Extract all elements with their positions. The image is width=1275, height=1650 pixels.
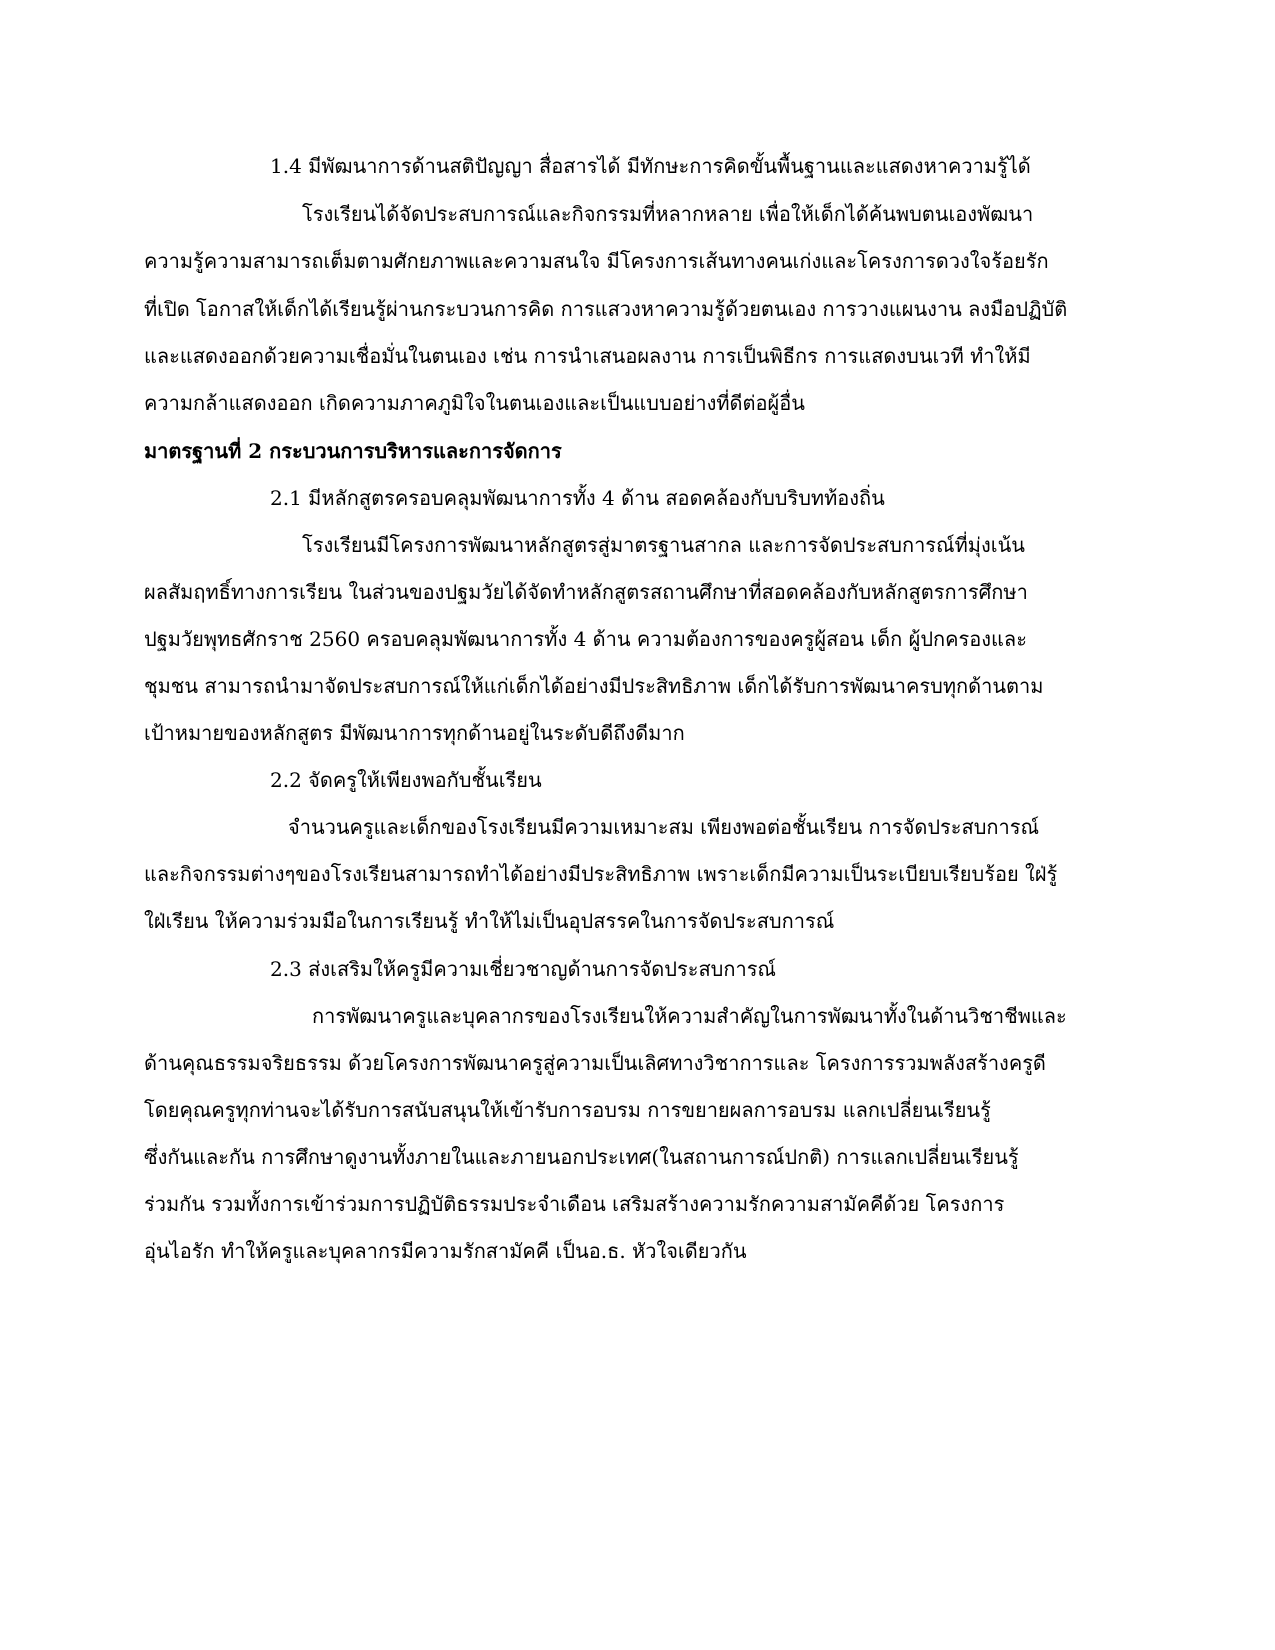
paragraph-line: โดยคุณครูทุกท่านจะได้รับการสนับสนุนให้เข้ารับการอบรม การขยายผลการอบรม แลกเปลี่ยนเรียนรู้ xyxy=(144,1098,991,1122)
paragraph-line: ซึ่งกันและกัน การศึกษาดูงานทั้งภายในและภายนอกประเทศ(ในสถานการณ์ปกติ) การแลกเปลี่ยนเรียนรู้ xyxy=(144,1145,1019,1169)
subsection-heading-2-1: 2.1 มีหลักสูตรครอบคลุมพัฒนาการทั้ง 4 ด้าน สอดคล้องกับบริบทท้องถิ่น xyxy=(270,486,885,510)
paragraph-line: และกิจกรรมต่างๆของโรงเรียนสามารถทำได้อย่างมีประสิทธิภาพ เพราะเด็กมีความเป็นระเบียบเรียบร้อย ใฝ่รู้ xyxy=(144,862,1058,886)
paragraph-line: และแสดงออกด้วยความเชื่อมั่นในตนเอง เช่น การนำเสนอผลงาน การเป็นพิธีกร การแสดงบนเวที ทำให้มี xyxy=(144,344,1031,368)
paragraph-line: อุ่นไอรัก ทำให้ครูและบุคลากรมีความรักสามัคคี เป็นอ.ธ. หัวใจเดียวกัน xyxy=(144,1239,747,1263)
paragraph-line: ใฝ่เรียน ให้ความร่วมมือในการเรียนรู้ ทำให้ไม่เป็นอุปสรรคในการจัดประสบการณ์ xyxy=(144,909,835,933)
subsection-heading-1-4: 1.4 มีพัฒนาการด้านสติปัญญา สื่อสารได้ มีทักษะการคิดขั้นพื้นฐานและแสดงหาความรู้ได้ xyxy=(270,154,1031,178)
paragraph-line: ปฐมวัยพุทธศักราช 2560 ครอบคลุมพัฒนาการทั้ง 4 ด้าน ความต้องการของครูผู้สอน เด็ก ผู้ปกครองและ xyxy=(144,627,1027,651)
paragraph-line: เป้าหมายของหลักสูตร มีพัฒนาการทุกด้านอยู่ในระดับดีถึงดีมาก xyxy=(144,721,685,745)
standard-2-heading: มาตรฐานที่ 2 กระบวนการบริหารและการจัดการ xyxy=(144,439,562,463)
paragraph-line: ความกล้าแสดงออก เกิดความภาคภูมิใจในตนเองและเป็นแบบอย่างที่ดีต่อผู้อื่น xyxy=(144,391,805,415)
paragraph-line: ร่วมกัน รวมทั้งการเข้าร่วมการปฏิบัติธรรมประจำเดือน เสริมสร้างความรักความสามัคคีด้วย โครงการ xyxy=(144,1192,1005,1216)
paragraph-line: การพัฒนาครูและบุคลากรของโรงเรียนให้ความสำคัญในการพัฒนาทั้งในด้านวิชาชีพและ xyxy=(312,1004,1067,1028)
subsection-heading-2-2: 2.2 จัดครูให้เพียงพอกับชั้นเรียน xyxy=(270,768,542,792)
paragraph-line: จำนวนครูและเด็กของโรงเรียนมีความเหมาะสม เพียงพอต่อชั้นเรียน การจัดประสบการณ์ xyxy=(288,815,1040,839)
paragraph-line: ที่เปิด โอกาสให้เด็กได้เรียนรู้ผ่านกระบวนการคิด การแสวงหาความรู้ด้วยตนเอง การวางแผนงาน ลงมือปฏิบัติ xyxy=(144,297,1068,321)
paragraph-line: ชุมชน สามารถนำมาจัดประสบการณ์ให้แก่เด็กได้อย่างมีประสิทธิภาพ เด็กได้รับการพัฒนาครบทุกด้านตาม xyxy=(144,674,1044,698)
paragraph-line: ด้านคุณธรรมจริยธรรม ด้วยโครงการพัฒนาครูสู่ความเป็นเลิศทางวิชาการและ โครงการรวมพลังสร้างครูดี xyxy=(144,1051,1046,1075)
paragraph-line: โรงเรียนมีโครงการพัฒนาหลักสูตรสู่มาตรฐานสากล และการจัดประสบการณ์ที่มุ่งเน้น xyxy=(302,533,1025,557)
paragraph-line: โรงเรียนได้จัดประสบการณ์และกิจกรรมที่หลากหลาย เพื่อให้เด็กได้ค้นพบตนเองพัฒนา xyxy=(302,202,1034,226)
paragraph-line: ความรู้ความสามารถเต็มตามศักยภาพและความสนใจ มีโครงการเส้นทางคนเก่งและโครงการดวงใจร้อยรัก xyxy=(144,249,1049,273)
paragraph-line: ผลสัมฤทธิ์ทางการเรียน ในส่วนของปฐมวัยได้จัดทำหลักสูตรสถานศึกษาที่สอดคล้องกับหลักสูตรการศึกษา xyxy=(144,580,1028,604)
subsection-heading-2-3: 2.3 ส่งเสริมให้ครูมีความเชี่ยวชาญด้านการจัดประสบการณ์ xyxy=(270,957,776,981)
